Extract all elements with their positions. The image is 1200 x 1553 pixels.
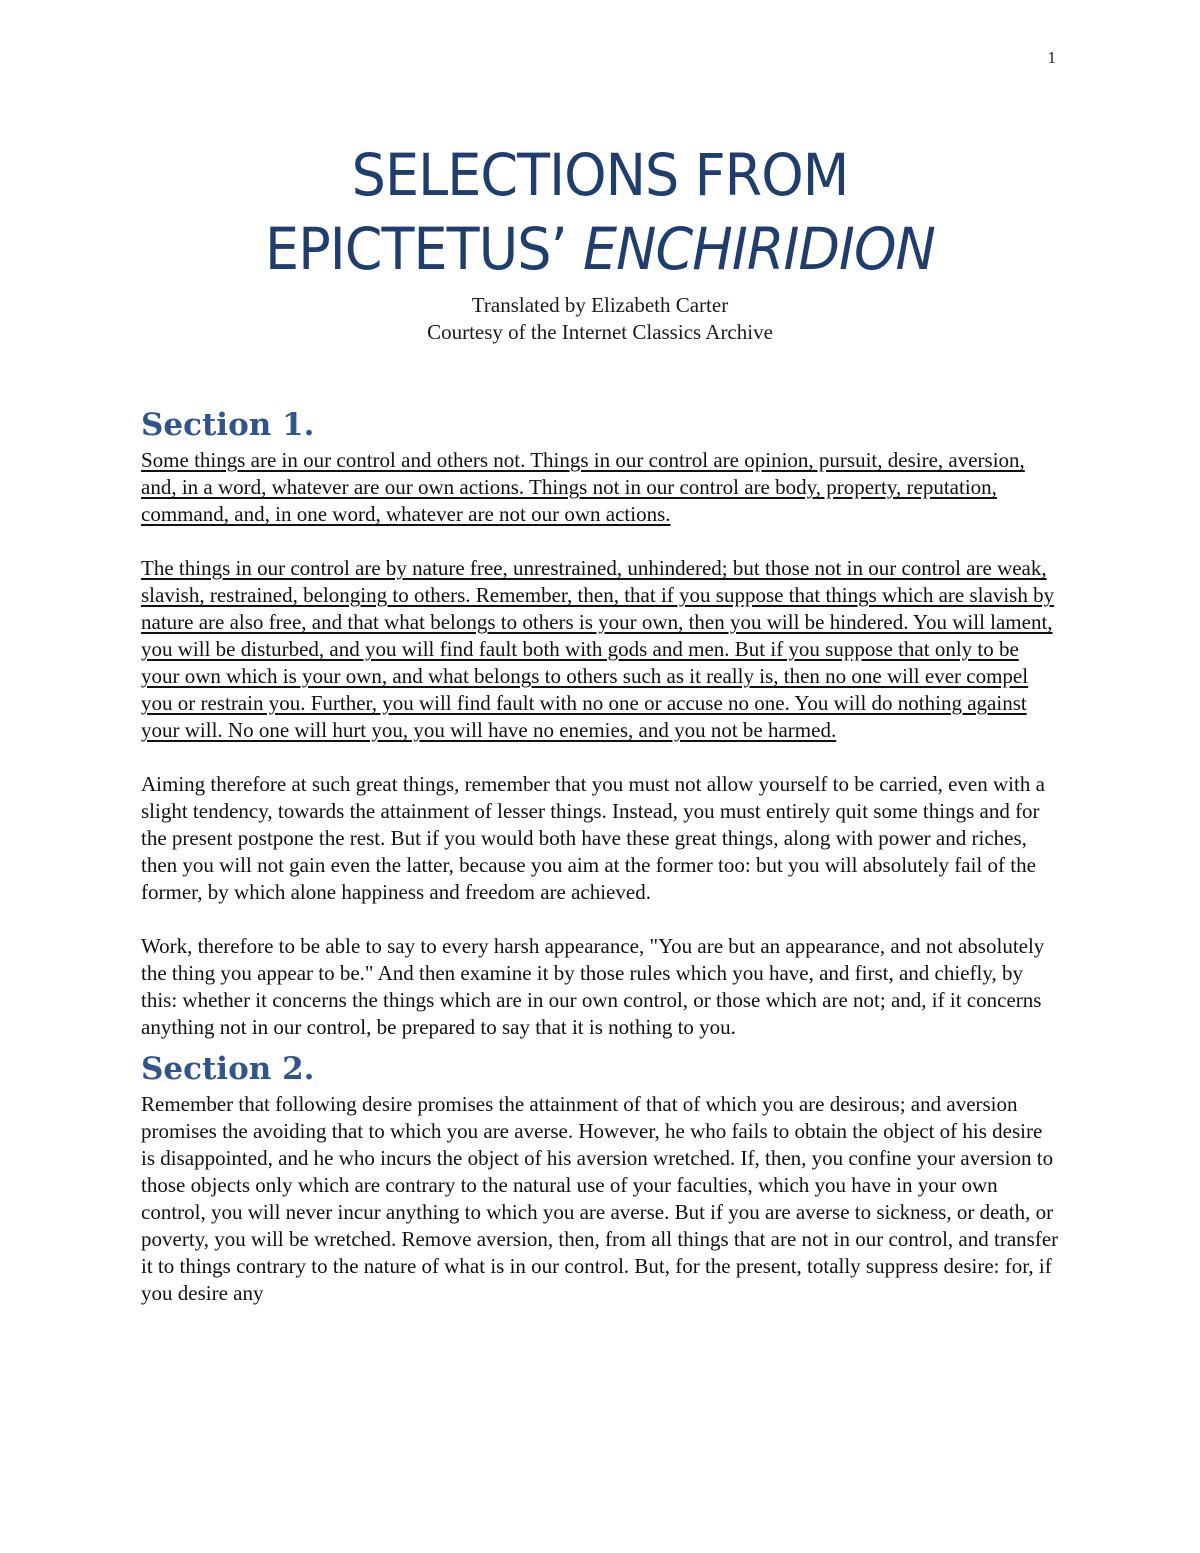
page-number: 1	[1047, 48, 1056, 67]
section-1-paragraph-4: Work, therefore to be able to say to every harsh appearance, "You are but an appearance, and not absolutely the thing you appear to be." And then examine it by those rules which you have, and first, and chiefly, by this: whether it concerns the things which are in our own control, or those which are not; and, if it concerns anything not in our control, be prepared to say that it is nothing to you.	[141, 934, 1045, 1039]
section-2-heading: Section 2.	[141, 1051, 315, 1087]
translator-credit: Translated by Elizabeth Carter	[471, 293, 729, 317]
title-work: ENCHIRIDION	[582, 215, 935, 283]
section-1-paragraph-3: Aiming therefore at such great things, remember that you must not allow yourself to be carried, even with a slight tendency, towards the attainment of lesser things. Instead, you must entirely quit some things and for the present postpone the rest. But if you would both have these great things, along with power and riches, then you will not gain even the latter, because you aim at the former too: but you will absolutely fail of the former, by which alone happiness and freedom are achieved.	[141, 772, 1045, 904]
source-credit: Courtesy of the Internet Classics Archive	[427, 320, 773, 344]
document-body	[141, 403, 1061, 1334]
section-1-paragraph-1: Some things are in our control and others not. Things in our control are opinion, pursuit, desire, aversion, and, in a word, whatever are our own actions. Things not in our control are body, property, reputation, command, and, in one word, whatever are not our own actions.	[141, 448, 1025, 526]
title-line-2	[42, 212, 1158, 286]
section-1-heading: Section 1.	[141, 407, 315, 443]
title-line-1: SELECTIONS FROM	[351, 141, 849, 209]
title-author: EPICTETUS’	[265, 215, 583, 283]
section-2-paragraph-1: Remember that following desire promises the attainment of that of which you are desirous; and aversion promises the avoiding that to which you are averse. However, he who fails to obtain the object of his desire is disappointed, and he who incurs the object of his aversion wretched. If, then, you confine your aversion to those objects only which are contrary to the natural use of your faculties, which you have in your own control, you will never incur anything to which you are averse. But if you are averse to sickness, or death, or poverty, you will be wretched. Remove aversion, then, from all things that are not in our control, and transfer it to things contrary to the nature of what is in our control. But, for the present, totally suppress desire: for, if you desire any	[141, 1092, 1059, 1305]
title-block	[0, 138, 1200, 346]
section-1-paragraph-2: The things in our control are by nature free, unrestrained, unhindered; but those not in our control are weak, slavish, restrained, belonging to others. Remember, then, that if you suppose that things which are slavish by nature are also free, and that what belongs to others is your own, then you will be hindered. You will lament, you will be disturbed, and you will find fault both with gods and men. But if you suppose that only to be your own which is your own, and what belongs to others such as it really is, then no one will ever compel you or restrain you. Further, you will find fault with no one or accuse no one. You will do nothing against your will. No one will hurt you, you will have no enemies, and you not be harmed.	[141, 556, 1055, 742]
